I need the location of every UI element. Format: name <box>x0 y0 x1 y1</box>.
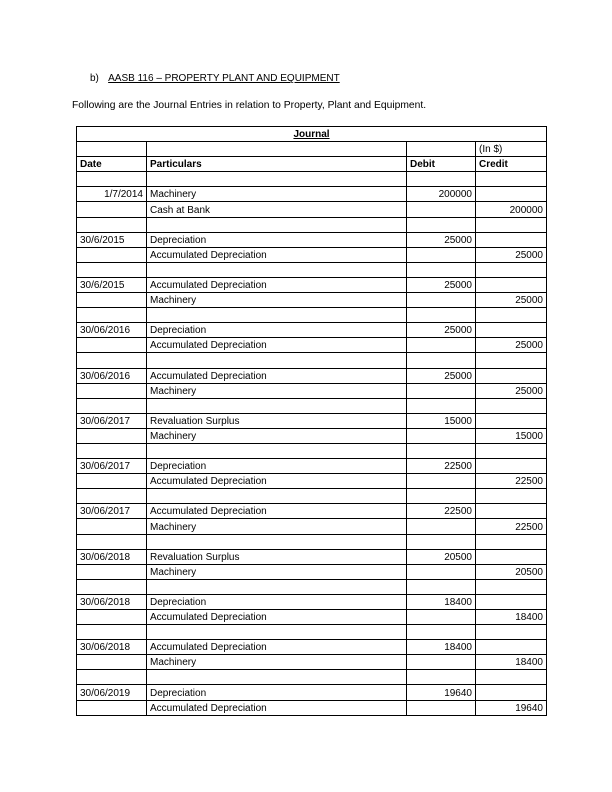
journal-debit-row <box>77 323 547 338</box>
journal-debit-row <box>77 594 547 609</box>
journal-credit-row <box>77 610 547 625</box>
credit-account: Machinery <box>147 655 407 670</box>
empty-cell <box>147 670 407 685</box>
empty-cell <box>476 323 547 338</box>
credit-account: Machinery <box>147 519 407 534</box>
empty-cell <box>77 217 147 232</box>
empty-cell <box>77 293 147 308</box>
credit-amount: 22500 <box>476 474 547 489</box>
empty-cell <box>407 579 476 594</box>
journal-credit-row <box>77 247 547 262</box>
empty-cell <box>407 610 476 625</box>
empty-cell <box>77 610 147 625</box>
empty-cell <box>407 142 476 157</box>
empty-cell <box>77 338 147 353</box>
journal-debit-row <box>77 187 547 202</box>
journal-credit-row <box>77 655 547 670</box>
empty-cell <box>407 474 476 489</box>
spacer-row <box>77 443 547 458</box>
entry-date: 30/6/2015 <box>77 232 147 247</box>
empty-cell <box>407 670 476 685</box>
credit-account: Cash at Bank <box>147 202 407 217</box>
empty-cell <box>147 443 407 458</box>
debit-amount: 25000 <box>407 323 476 338</box>
column-header-row <box>77 157 547 172</box>
journal-body <box>77 127 547 716</box>
entry-date: 30/06/2017 <box>77 504 147 519</box>
section-number: b) <box>90 73 99 84</box>
empty-cell <box>407 564 476 579</box>
entry-date: 30/06/2018 <box>77 640 147 655</box>
empty-cell <box>476 534 547 549</box>
debit-amount: 200000 <box>407 187 476 202</box>
empty-cell <box>147 308 407 323</box>
journal-title-row <box>77 127 547 142</box>
empty-cell <box>476 640 547 655</box>
debit-account: Depreciation <box>147 232 407 247</box>
empty-cell <box>407 655 476 670</box>
empty-cell <box>77 443 147 458</box>
empty-cell <box>147 534 407 549</box>
intro-paragraph: Following are the Journal Entries in relation to Property, Plant and Equipment. <box>72 100 427 111</box>
spacer-row <box>77 670 547 685</box>
spacer-row <box>77 262 547 277</box>
empty-cell <box>77 172 147 187</box>
entry-date: 1/7/2014 <box>77 187 147 202</box>
empty-cell <box>77 564 147 579</box>
empty-cell <box>476 685 547 700</box>
spacer-row <box>77 172 547 187</box>
empty-cell <box>407 398 476 413</box>
debit-amount: 18400 <box>407 640 476 655</box>
empty-cell <box>407 247 476 262</box>
section-title: AASB 116 – PROPERTY PLANT AND EQUIPMENT <box>108 73 340 84</box>
empty-cell <box>407 293 476 308</box>
empty-cell <box>476 277 547 292</box>
journal-title-text: Journal <box>293 129 330 141</box>
empty-cell <box>147 217 407 232</box>
debit-account: Accumulated Depreciation <box>147 368 407 383</box>
empty-cell <box>476 594 547 609</box>
debit-account: Accumulated Depreciation <box>147 640 407 655</box>
entry-date: 30/06/2017 <box>77 413 147 428</box>
credit-account: Machinery <box>147 428 407 443</box>
empty-cell <box>407 202 476 217</box>
empty-cell <box>476 459 547 474</box>
credit-account: Accumulated Depreciation <box>147 474 407 489</box>
header-credit: Credit <box>476 157 547 172</box>
journal-credit-row <box>77 338 547 353</box>
empty-cell <box>147 353 407 368</box>
empty-cell <box>407 338 476 353</box>
credit-amount: 18400 <box>476 610 547 625</box>
journal-credit-row <box>77 202 547 217</box>
header-debit: Debit <box>407 157 476 172</box>
empty-cell <box>476 625 547 640</box>
empty-cell <box>77 202 147 217</box>
journal-table <box>76 126 547 716</box>
journal-debit-row <box>77 640 547 655</box>
debit-amount: 25000 <box>407 232 476 247</box>
debit-account: Revaluation Surplus <box>147 413 407 428</box>
spacer-row <box>77 353 547 368</box>
empty-cell <box>77 655 147 670</box>
credit-account: Machinery <box>147 564 407 579</box>
empty-cell <box>147 625 407 640</box>
empty-cell <box>476 579 547 594</box>
credit-account: Accumulated Depreciation <box>147 700 407 715</box>
entry-date: 30/06/2018 <box>77 549 147 564</box>
empty-cell <box>407 353 476 368</box>
debit-amount: 22500 <box>407 504 476 519</box>
journal-debit-row <box>77 549 547 564</box>
spacer-row <box>77 398 547 413</box>
debit-account: Revaluation Surplus <box>147 549 407 564</box>
credit-amount: 25000 <box>476 338 547 353</box>
empty-cell <box>476 308 547 323</box>
entry-date: 30/06/2016 <box>77 368 147 383</box>
journal-credit-row <box>77 383 547 398</box>
empty-cell <box>77 519 147 534</box>
journal-credit-row <box>77 519 547 534</box>
empty-cell <box>476 217 547 232</box>
journal-debit-row <box>77 413 547 428</box>
empty-cell <box>77 700 147 715</box>
credit-amount: 25000 <box>476 383 547 398</box>
empty-cell <box>77 625 147 640</box>
spacer-row <box>77 217 547 232</box>
empty-cell <box>476 232 547 247</box>
credit-amount: 18400 <box>476 655 547 670</box>
empty-cell <box>77 398 147 413</box>
empty-cell <box>476 413 547 428</box>
section-heading <box>90 72 340 85</box>
journal-credit-row <box>77 428 547 443</box>
debit-amount: 18400 <box>407 594 476 609</box>
empty-cell <box>407 489 476 504</box>
debit-amount: 15000 <box>407 413 476 428</box>
empty-cell <box>77 534 147 549</box>
debit-account: Machinery <box>147 187 407 202</box>
empty-cell <box>407 443 476 458</box>
entry-date: 30/06/2016 <box>77 323 147 338</box>
empty-cell <box>407 172 476 187</box>
credit-account: Accumulated Depreciation <box>147 247 407 262</box>
empty-cell <box>77 474 147 489</box>
empty-cell <box>147 398 407 413</box>
credit-amount: 25000 <box>476 247 547 262</box>
empty-cell <box>407 308 476 323</box>
empty-cell <box>476 187 547 202</box>
empty-cell <box>476 398 547 413</box>
empty-cell <box>407 534 476 549</box>
debit-amount: 19640 <box>407 685 476 700</box>
journal-debit-row <box>77 504 547 519</box>
credit-account: Machinery <box>147 293 407 308</box>
journal-debit-row <box>77 368 547 383</box>
debit-account: Depreciation <box>147 323 407 338</box>
empty-cell <box>407 217 476 232</box>
journal-debit-row <box>77 685 547 700</box>
empty-cell <box>147 579 407 594</box>
spacer-row <box>77 489 547 504</box>
empty-cell <box>147 489 407 504</box>
entry-date: 30/6/2015 <box>77 277 147 292</box>
unit-note: (In $) <box>476 142 547 157</box>
empty-cell <box>476 489 547 504</box>
journal-debit-row <box>77 459 547 474</box>
empty-cell <box>476 670 547 685</box>
journal-debit-row <box>77 277 547 292</box>
debit-amount: 25000 <box>407 277 476 292</box>
empty-cell <box>77 579 147 594</box>
empty-cell <box>77 308 147 323</box>
credit-amount: 19640 <box>476 700 547 715</box>
empty-cell <box>407 700 476 715</box>
entry-date: 30/06/2017 <box>77 459 147 474</box>
empty-cell <box>476 353 547 368</box>
empty-cell <box>476 504 547 519</box>
debit-amount: 25000 <box>407 368 476 383</box>
entry-date: 30/06/2018 <box>77 594 147 609</box>
empty-cell <box>147 142 407 157</box>
journal-debit-row <box>77 232 547 247</box>
header-date: Date <box>77 157 147 172</box>
spacer-row <box>77 308 547 323</box>
debit-account: Depreciation <box>147 459 407 474</box>
empty-cell <box>77 262 147 277</box>
debit-account: Depreciation <box>147 685 407 700</box>
credit-account: Machinery <box>147 383 407 398</box>
header-particulars: Particulars <box>147 157 407 172</box>
empty-cell <box>476 368 547 383</box>
journal-credit-row <box>77 293 547 308</box>
empty-cell <box>476 262 547 277</box>
spacer-row <box>77 579 547 594</box>
entry-date: 30/06/2019 <box>77 685 147 700</box>
debit-account: Accumulated Depreciation <box>147 277 407 292</box>
empty-cell <box>77 353 147 368</box>
empty-cell <box>77 670 147 685</box>
journal-credit-row <box>77 474 547 489</box>
empty-cell <box>77 489 147 504</box>
empty-cell <box>77 247 147 262</box>
unit-row <box>77 142 547 157</box>
credit-account: Accumulated Depreciation <box>147 610 407 625</box>
empty-cell <box>407 519 476 534</box>
empty-cell <box>407 428 476 443</box>
credit-amount: 20500 <box>476 564 547 579</box>
empty-cell <box>407 383 476 398</box>
debit-amount: 22500 <box>407 459 476 474</box>
empty-cell <box>77 428 147 443</box>
empty-cell <box>147 172 407 187</box>
empty-cell <box>476 443 547 458</box>
journal-title <box>77 127 547 142</box>
empty-cell <box>77 142 147 157</box>
debit-account: Depreciation <box>147 594 407 609</box>
debit-account: Accumulated Depreciation <box>147 504 407 519</box>
credit-amount: 15000 <box>476 428 547 443</box>
empty-cell <box>476 549 547 564</box>
journal-credit-row <box>77 564 547 579</box>
empty-cell <box>476 172 547 187</box>
debit-amount: 20500 <box>407 549 476 564</box>
spacer-row <box>77 625 547 640</box>
spacer-row <box>77 534 547 549</box>
empty-cell <box>77 383 147 398</box>
credit-amount: 25000 <box>476 293 547 308</box>
credit-account: Accumulated Depreciation <box>147 338 407 353</box>
journal-credit-row <box>77 700 547 715</box>
empty-cell <box>407 625 476 640</box>
empty-cell <box>147 262 407 277</box>
empty-cell <box>407 262 476 277</box>
credit-amount: 22500 <box>476 519 547 534</box>
credit-amount: 200000 <box>476 202 547 217</box>
